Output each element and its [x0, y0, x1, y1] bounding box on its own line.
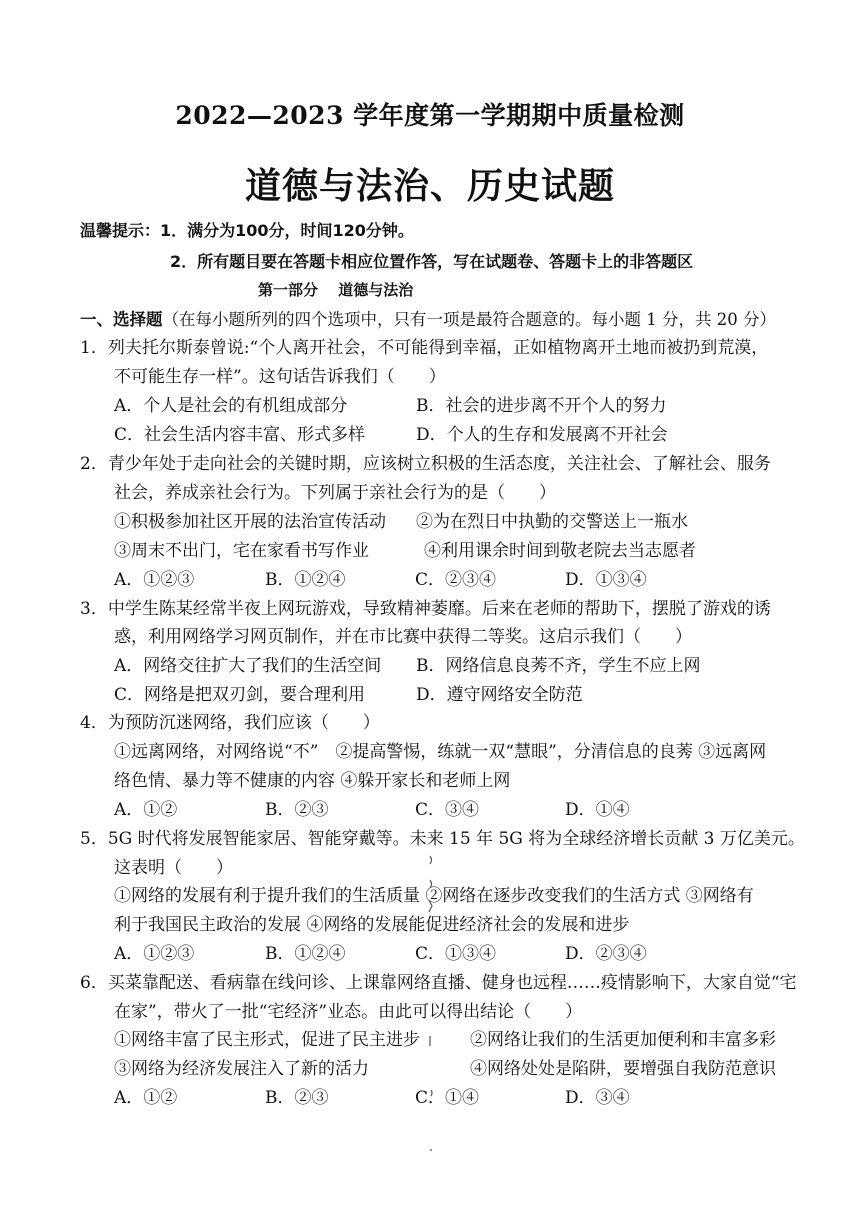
question-1-option-a: A．个人是社会的有机组成部分	[114, 396, 348, 416]
section-heading	[80, 308, 776, 332]
exam-title: 2022—2023 学年度第一学期期中质量检测	[175, 101, 685, 130]
question-6-item-1: ①网络丰富了民主形式，促进了民主进步	[114, 1030, 420, 1050]
question-6-option-d: D．③④	[565, 1088, 630, 1108]
section-description: （在每小题所列的四个选项中，只有一项是最符合题意的。每小题 1 分，共 20 分）	[162, 310, 776, 329]
question-2-option-a: A．①②③	[114, 570, 195, 590]
question-6-stem-line-2: 在家”，带火了一批“宅经济”业态。由此可以得出结论（ ）	[114, 1002, 583, 1022]
subject-title: 道德与法治、历史试题	[244, 165, 615, 207]
question-6-item-2: ②网络让我们的生活更加便利和丰富多彩	[470, 1030, 776, 1050]
question-4-option-a: A．①②	[114, 800, 178, 820]
question-2-stem-line-1: 2．青少年处于走向社会的关键时期，应该树立积极的生活态度，关注社会、了解社会、服务	[80, 454, 771, 474]
question-2-option-d: D．①③④	[565, 570, 647, 590]
question-4-option-b: B．②③	[265, 800, 329, 820]
question-3-option-c: C．网络是把双刃剑，要合理利用	[114, 685, 366, 705]
question-2-stem-line-2: 社会，养成亲社会行为。下列属于亲社会行为的是（ ）	[114, 483, 556, 503]
question-6-stem-line-1: 6．买菜靠配送、看病靠在线问诊、上课靠网络直播、健身也远程……疫情影响下，大家自觉“宅	[80, 973, 797, 993]
question-6-option-c: C．①④	[415, 1088, 480, 1108]
question-1-option-c: C．社会生活内容丰富、形式多样	[114, 425, 366, 445]
question-2-item-1: ①积极参加社区开展的法治宣传活动	[114, 512, 386, 532]
question-5-items-line-1: ①网络的发展有利于提升我们的生活质量 ②网络在逐步改变我们的生活方式 ③网络有	[114, 886, 754, 906]
question-4-items-line-1: ①远离网络，对网络说“不” ②提高警惕，练就一双“慧眼”，分清信息的良莠 ③远离网	[114, 742, 767, 762]
question-5-items-line-2: 利于我国民主政治的发展 ④网络的发展能促进经济社会的发展和进步	[114, 915, 630, 935]
question-4-option-c: C．③④	[415, 800, 480, 820]
question-3-option-d: D．遵守网络安全防范	[416, 685, 583, 705]
part-title: 第一部分 道德与法治	[258, 281, 414, 299]
question-5-stem-line-2: 这表明（ ）	[114, 858, 233, 878]
question-2-option-c: C．②③④	[415, 570, 497, 590]
question-5-option-d: D．②③④	[565, 944, 647, 964]
question-1-option-d: D．个人的生存和发展离不开社会	[416, 425, 668, 445]
question-3-option-b: B．网络信息良莠不齐，学生不应上网	[416, 656, 701, 676]
binding-mark-graphic	[422, 850, 442, 1170]
tip-line-1: 温馨提示：1．满分为100分，时间120分钟。	[80, 221, 414, 240]
question-4-option-d: D．①④	[565, 800, 630, 820]
question-6-option-a: A．①②	[114, 1088, 178, 1108]
question-5-stem-line-1: 5．5G 时代将发展智能家居、智能穿戴等。未来 15 年 5G 将为全球经济增长贡献 3 万亿美元。	[80, 829, 805, 849]
question-3-option-a: A．网络交往扩大了我们的生活空间	[114, 656, 382, 676]
question-2-item-2: ②为在烈日中执勤的交警送上一瓶水	[416, 512, 688, 532]
question-5-option-c: C．①③④	[415, 944, 497, 964]
question-1-stem-line-1: 1．列夫托尔斯泰曾说:“个人离开社会，不可能得到幸福，正如植物离开土地而被扔到荒漠，	[80, 338, 769, 358]
question-2-option-b: B．①②④	[265, 570, 346, 590]
question-3-stem-line-1: 3．中学生陈某经常半夜上网玩游戏，导致精神萎靡。后来在老师的帮助下，摆脱了游戏的诱	[80, 599, 771, 619]
question-5-option-b: B．①②④	[265, 944, 346, 964]
question-4-items-line-2: 络色情、暴力等不健康的内容 ④躲开家长和老师上网	[114, 771, 511, 791]
question-5-option-a: A．①②③	[114, 944, 195, 964]
question-6-item-4: ④网络处处是陷阱，要增强自我防范意识	[470, 1059, 776, 1079]
tip-line-2: 2．所有题目要在答题卡相应位置作答，写在试题卷、答题卡上的非答题区	[170, 252, 694, 271]
question-1-option-b: B．社会的进步离不开个人的努力	[416, 396, 667, 416]
question-2-item-4: ④利用课余时间到敬老院去当志愿者	[424, 541, 696, 561]
question-6-item-3: ③网络为经济发展注入了新的活力	[114, 1059, 369, 1079]
question-2-item-3: ③周末不出门，宅在家看书写作业	[114, 541, 369, 561]
question-3-stem-line-2: 惑，利用网络学习网页制作，并在市比赛中获得二等奖。这启示我们（ ）	[114, 627, 692, 647]
question-6-option-b: B．②③	[265, 1088, 329, 1108]
question-4-stem: 4．为预防沉迷网络，我们应该（ ）	[80, 713, 380, 733]
question-1-stem-line-2: 不可能生存一样”。这句话告诉我们（ ）	[114, 367, 446, 387]
section-label: 一、选择题	[80, 310, 163, 329]
